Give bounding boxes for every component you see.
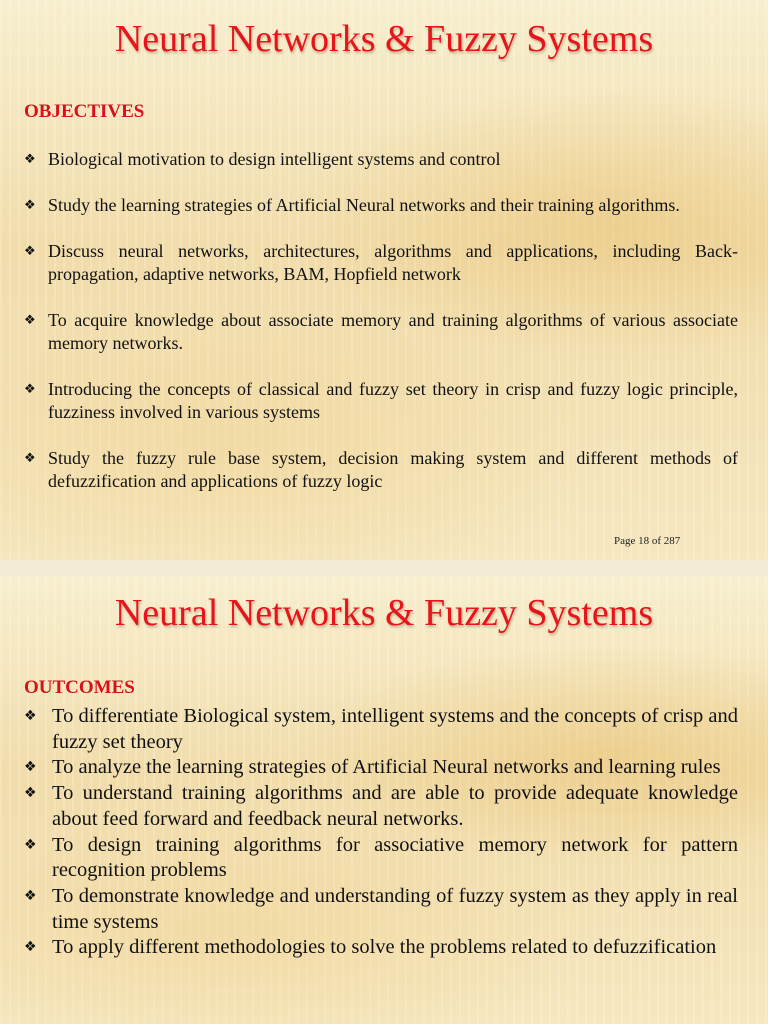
diamond-bullet-icon: ❖ (24, 708, 37, 724)
diamond-bullet-icon: ❖ (24, 836, 37, 853)
diamond-bullet-icon: ❖ (24, 313, 36, 328)
list-item: ❖ To acquire knowledge about associate memory and training algorithms of various associate memory networks. (24, 310, 738, 353)
diamond-bullet-icon: ❖ (24, 198, 36, 213)
slide-title: Neural Networks & Fuzzy Systems (114, 18, 654, 60)
list-item: ❖ Introducing the concepts of classical and fuzzy set theory in crisp and fuzzy logic principle, fuzziness involved in various systems (24, 379, 738, 422)
objectives-list (24, 148, 738, 516)
section-heading-objectives: OBJECTIVES (24, 101, 145, 122)
diamond-bullet-icon: ❖ (24, 152, 36, 167)
diamond-bullet-icon: ❖ (24, 759, 37, 776)
slide-separator (0, 560, 768, 576)
diamond-bullet-icon: ❖ (24, 939, 37, 956)
diamond-bullet-icon: ❖ (24, 244, 36, 259)
list-item: ❖ Discuss neural networks, architectures, algorithms and applications, including Back-propagation, adaptive networks, BAM, Hopfield network (24, 241, 738, 284)
diamond-bullet-icon: ❖ (24, 887, 37, 904)
list-item: ❖ To apply different methodologies to solve the problems related to defuzzification (24, 935, 738, 961)
list-item: ❖ To design training algorithms for associative memory network for pattern recognition problems (24, 833, 738, 884)
list-item: ❖ To analyze the learning strategies of Artificial Neural networks and learning rules (24, 755, 738, 781)
list-item: ❖ To differentiate Biological system, intelligent systems and the concepts of crisp and fuzzy set theory (24, 704, 738, 755)
page-number: Page 18 of 287 (614, 535, 681, 547)
diamond-bullet-icon: ❖ (24, 451, 36, 466)
list-item: ❖ Study the learning strategies of Artificial Neural networks and their training algorithms. (24, 195, 680, 215)
list-item: ❖ Study the fuzzy rule base system, decision making system and different methods of defuzzification and applications of fuzzy logic (24, 448, 738, 491)
list-item: ❖ To demonstrate knowledge and understanding of fuzzy system as they apply in real time systems (24, 884, 738, 935)
slide-title: Neural Networks & Fuzzy Systems (114, 592, 654, 634)
list-item: ❖ To understand training algorithms and are able to provide adequate knowledge about feed forward and feedback neural networks. (24, 781, 738, 832)
section-heading-outcomes: OUTCOMES (24, 677, 135, 698)
outcomes-list (24, 704, 738, 961)
diamond-bullet-icon: ❖ (24, 785, 37, 802)
slide-outcomes (0, 576, 768, 1024)
diamond-bullet-icon: ❖ (24, 382, 36, 397)
list-item: ❖ Biological motivation to design intelligent systems and control (24, 149, 501, 169)
